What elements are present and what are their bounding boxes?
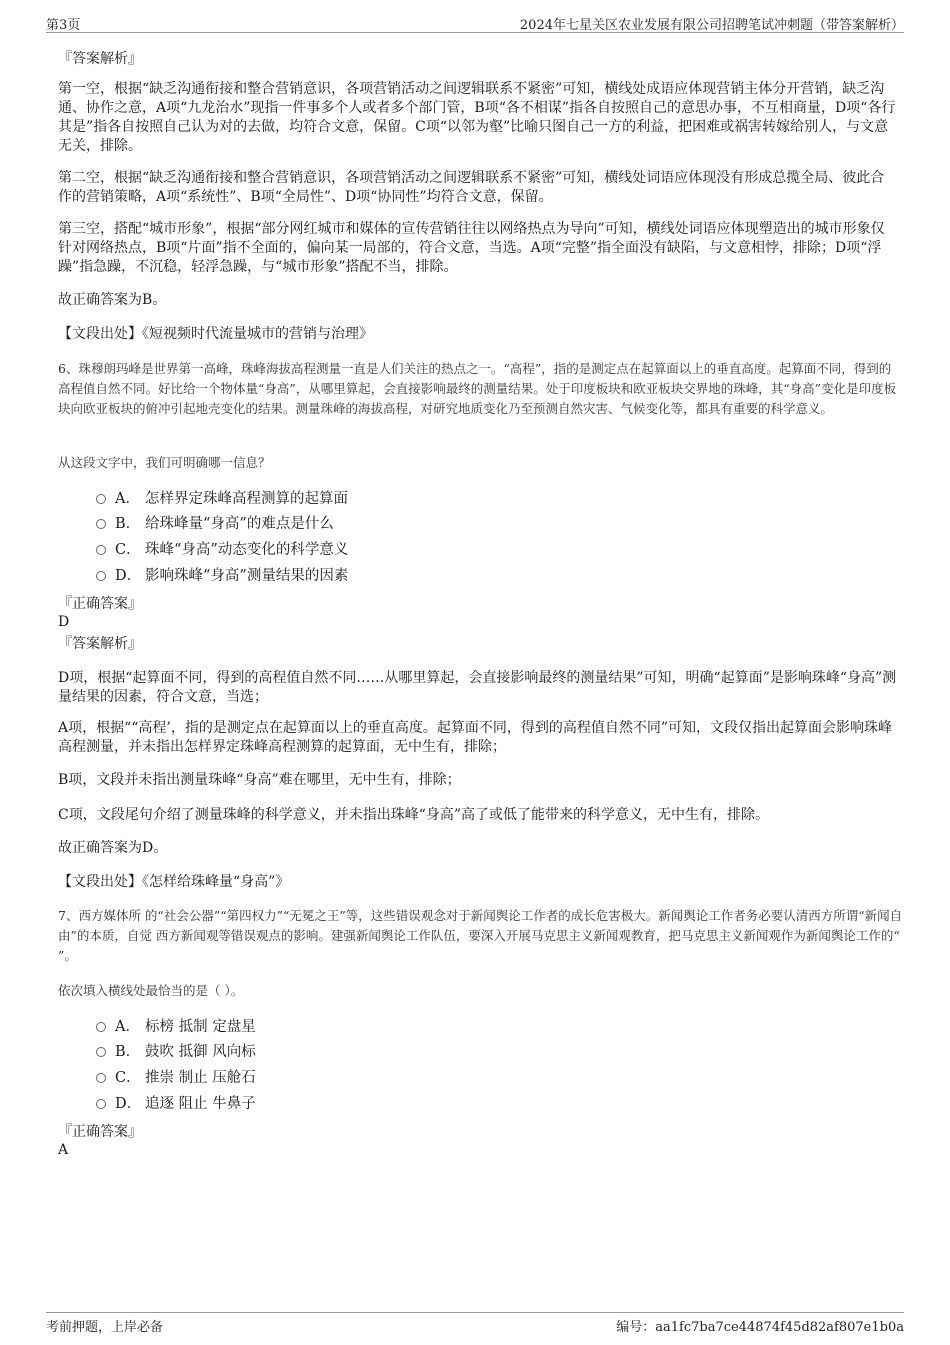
radio-icon[interactable] — [96, 1073, 106, 1083]
q6-analysis-para-4: C项，文段尾句介绍了测量珠峰的科学意义，并未指出珠峰“身高”高了或低了能带来的科学意义，无中生有，排除。 — [58, 807, 770, 823]
radio-icon[interactable] — [96, 1099, 106, 1109]
q6-analysis-para-1: D项，根据“起算面不同，得到的高程值自然不同……从哪里算起，会直接影响最终的测量结果”可知，明确“起算面”是影响珠峰“身高”测量结果的因素，符合文意，当选； — [58, 670, 897, 705]
q6-source: 【文段出处】《怎样给珠峰量“身高”》 — [58, 874, 290, 890]
radio-icon[interactable] — [96, 571, 106, 581]
q6-option-b[interactable]: B． 给珠峰量“身高”的难点是什么 — [96, 514, 334, 534]
q6-analysis-para-3: B项，文段并未指出测量珠峰“身高”难在哪里，无中生有，排除； — [58, 772, 461, 788]
q5-analysis-para-1: 第一空，根据“缺乏沟通衔接和整合营销意识，各项营销活动之间逻辑联系不紧密”可知，横线处成语应体现营销主体分开营销，缺乏沟通、协作之意，A项“九龙治水”现指一件事多个人或者多个部门管，B项“各不相谋”指各自按照自己的意思办事，不互相商量，D项“各行其是”指各自按照自己认为对的去做，均符合文意，保留。C项“以邻为壑”比喻只图自己一方的利益，把困难或祸害转嫁给别人，与文意无关，排除。 — [58, 81, 896, 154]
q7-option-b[interactable]: B． 鼓吹 抵御 风向标 — [96, 1042, 256, 1062]
document-id: 编号：aa1fc7ba7ce44874f45d82af807e1b0a — [616, 1320, 904, 1335]
radio-icon[interactable] — [96, 545, 106, 555]
q6-option-a[interactable]: A． 怎样界定珠峰高程测算的起算面 — [96, 489, 348, 509]
q5-analysis-para-3: 第三空，搭配“城市形象”，根据“部分网红城市和媒体的宣传营销往往以网络热点为导向”可知，横线处词语应体现塑造出的城市形象仅针对网络热点，B项“片面”指不全面的，偏向某一局部的，符合文意，当选。A项“完整”指全面没有缺陷，与文意相悖，排除；D项“浮躁”指急躁，不沉稳，轻浮急躁，与“城市形象”搭配不当，排除。 — [58, 221, 885, 275]
q6-question: 从这段文字中，我们可明确哪一信息？ — [58, 455, 271, 470]
q6-stem: 6、珠穆朗玛峰是世界第一高峰，珠峰海拔高程测量一直是人们关注的热点之一。“高程”，指的是测定点在起算面以上的垂直高度。起算面不同，得到的高程值自然不同。好比给一个物体量“身高”，从哪里算起，会直接影响最终的测量结果。处于印度板块和欧亚板块交界地的珠峰，其“身高”变化是印度板块向欧亚板块的俯冲引起地壳变化的结果。测量珠峰的海拔高程，对研究地质变化乃至预测自然灾害、气候变化等，都具有重要的科学意义。 — [58, 361, 897, 416]
q6-analysis-para-2: A项，根据““高程’，指的是测定点在起算面以上的垂直高度。起算面不同，得到的高程值自然不同”可知，文段仅指出起算面会影响珠峰高程测量，并未指出怎样界定珠峰高程测算的起算面，无中生有，排除； — [58, 720, 893, 755]
radio-icon[interactable] — [96, 494, 106, 504]
q6-answer-heading: 『正确答案』 — [58, 596, 142, 612]
page-footer — [46, 1312, 904, 1335]
q7-option-a[interactable]: A． 标榜 抵制 定盘星 — [96, 1017, 256, 1037]
q6-option-d[interactable]: D． 影响珠峰“身高”测量结果的因素 — [96, 566, 348, 586]
q7-answer: A — [58, 1142, 69, 1158]
q5-source: 【文段出处】《短视频时代流量城市的营销与治理》 — [58, 326, 373, 342]
q7-question: 依次填入横线处最恰当的是（ ）。 — [58, 983, 244, 998]
document-title: 2024年七星关区农业发展有限公司招聘笔试冲刺题（带答案解析） — [519, 18, 904, 33]
q5-analysis-heading: 『答案解析』 — [58, 51, 142, 67]
footer-slogan: 考前押题，上岸必备 — [46, 1320, 164, 1335]
radio-icon[interactable] — [96, 1047, 106, 1057]
page-header — [46, 12, 904, 33]
page-number: 第3页 — [46, 18, 81, 33]
radio-icon[interactable] — [96, 519, 106, 529]
q5-conclusion: 故正确答案为B。 — [58, 292, 167, 308]
q6-answer: D — [58, 614, 70, 630]
q6-conclusion: 故正确答案为D。 — [58, 840, 168, 856]
q7-option-c[interactable]: C． 推崇 制止 压舱石 — [96, 1068, 256, 1088]
q6-option-c[interactable]: C． 珠峰“身高”动态变化的科学意义 — [96, 540, 348, 560]
q7-option-d[interactable]: D． 追逐 阻止 牛鼻子 — [96, 1094, 256, 1114]
q5-analysis-para-2: 第二空，根据“缺乏沟通衔接和整合营销意识，各项营销活动之间逻辑联系不紧密”可知，横线处词语应体现没有形成总揽全局、彼此合作的营销策略，A项“系统性”、B项“全局性”、D项“协同性”均符合文意，保留。 — [58, 170, 885, 205]
radio-icon[interactable] — [96, 1022, 106, 1032]
q6-analysis-heading: 『答案解析』 — [58, 636, 142, 652]
q7-stem: 7、西方媒体所 的“社会公器”“第四权力”“无冕之王”等，这些错误观念对于新闻舆论工作者的成长危害极大。新闻舆论工作者务必要认清西方所谓“新闻自由”的本质，自觉 西方新闻观等错误观点的影响。建强新闻舆论工作队伍，要深入开展马克思主义新闻观教育，把马克思主义新闻观作为新闻舆论工作的“ ”。 — [58, 908, 903, 963]
q7-answer-heading: 『正确答案』 — [58, 1124, 142, 1140]
